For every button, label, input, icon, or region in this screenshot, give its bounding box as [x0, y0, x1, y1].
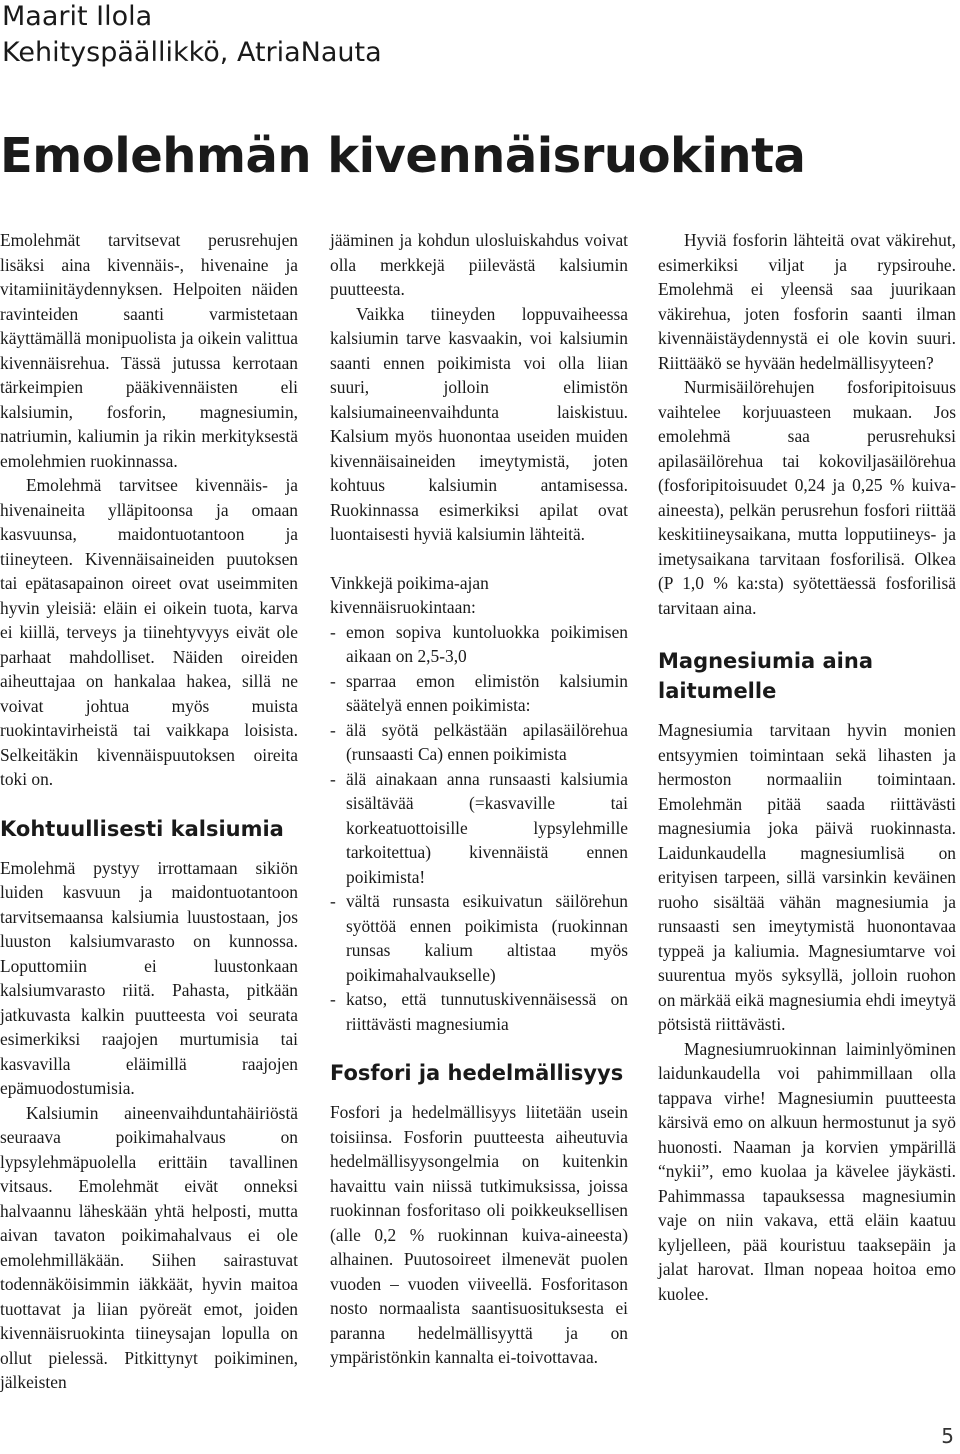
- body-paragraph: Kalsiumin aineenvaihduntahäiriöstä seuraava poikimahalvaus on lypsylehmäpuolella erittäin tavallinen vitsaus. Emolehmät eivät onneksi halvaannu läheskään yhtä helposti, mutta aivan tavaton poikimahalvaus ei ole emolehmilläkään. Siihen sairastuvat todennäköisimmin iäkkäät, hyvin maitoa tuottavat ja liian pyöreät emot, joiden kivennäisruokinta tiineysajan lopulla on ollut pielessä. Pitkittynyt poikiminen, jälkeisten: [0, 1102, 298, 1392]
- body-paragraph: Emolehmä tarvitsee kivennäis- ja hivenaineita ylläpitoonsa ja omaan kasvuunsa, maidontuotantoon ja tiineyteen. Kivennäisaineiden puutoksen tai epätasapainon oireet ovat useimmiten hyvin yleisiä: eläin ei oikein tuota, karva ei kiillä, terveys ja tiinehtyvyys eivät ole parhaat mahdolliset. Näiden oireiden aiheuttajaa on hankalaa hakea, sillä ne voivat johtua myös muista ruokintavirheistä tai vaikkapa loisista. Selkeitäkin kivennäispuutoksen oireita toki on.: [0, 475, 298, 789]
- section-heading-phosphorus: Fosfori ja hedelmällisyys: [330, 1061, 624, 1085]
- page-number: 5: [941, 1424, 954, 1448]
- body-paragraph: Emolehmä pystyy irrottamaan sikiön luiden kasvuun ja maidontuotantoon tarvitsemaansa kalsiumia luustostaan, jos luuston kalsiumvarasto on kunnossa. Loputtomiin ei luustonkaan kalsiumvarasto riitä. Pahasta, pitkään jatkuvasta kalkin puutteesta voi seurata esimerkiksi raajojen murtumisia tai kasvavilla eläimillä raajojen epämuodostumisia.: [0, 857, 298, 1098]
- tips-intro: Vinkkejä poikima-ajan kivennäisruokintaan:: [330, 572, 489, 617]
- article-title: Emolehmän kivennäisruokinta: [0, 128, 806, 184]
- list-item: - katso, että tunnutuskivennäisessä on riittävästi magnesiumia: [330, 989, 628, 1034]
- author-title: Kehityspäällikkö, AtriaNauta: [2, 37, 382, 68]
- body-paragraph: Magnesiumia tarvitaan hyvin monien entsyymien toimintaan sekä lihasten ja hermoston normaaliin toimintaan. Emolehmän pitää saada riittävästi magnesiumia joka päivä ruokinnasta. Laidunkaudella magnesiumlisä on erityisen tarpeen, sillä varsinkin keväinen ruoho sisältää vähän magnesiumia ja runsaasti sen imeytymistä huonontavaa typpeä ja kaliumia. Magnesiumtarve voi suurentua myös syksyllä, jolloin ruohon on märkää eikä magnesiumia ehdi imeytyä pötsistä riittävästi.: [658, 720, 956, 1034]
- author-name: Maarit Ilola: [2, 1, 153, 32]
- article-column-3: [658, 228, 956, 1306]
- tips-list: [330, 620, 628, 1037]
- body-paragraph: Hyviä fosforin lähteitä ovat väkirehut, esimerkiksi viljat ja rypsirouhe. Emolehmä ei yleensä saa juurikaan väkirehua, joten fosforin saanti ilman kivennäistäydennystä ei ole kovin suuri. Riittääkö se hyvään hedelmällisyyteen?: [658, 230, 956, 373]
- section-heading-magnesium: Magnesiumia aina laitumelle: [658, 649, 873, 703]
- body-paragraph: Nurmisäilörehujen fosforipitoisuus vaihtelee korjuuasteen mukaan. Jos emolehmä saa perusrehuksi apilasäilörehua tai kokoviljasäilörehua (fosforipitoisuudet 0,24 ja 0,25 % kuiva-aineesta), pelkän perusrehun fosfori riittää keskitiineysaikana, mutta lopputiineys- ja imetysaikana tarvitaan fosforilisä. Olkea (P 1,0 % ka:sta) syötettäessä fosforilisä tarvitaan aina.: [658, 377, 956, 618]
- list-item: - älä syötä pelkästään apilasäilörehua (runsaasti Ca) ennen poikimista: [330, 719, 628, 764]
- list-item: - sparraa emon elimistön kalsiumin säätelyä ennen poikimista:: [330, 670, 628, 715]
- body-paragraph: jääminen ja kohdun ulosluiskahdus voivat olla merkkejä piilevästä kalsiumin puutteesta.: [330, 230, 628, 299]
- list-item: - emon sopiva kuntoluokka poikimisen aikaan on 2,5-3,0: [330, 621, 628, 666]
- body-paragraph: Magnesiumruokinnan laiminlyöminen laidunkaudella voi pahimmillaan olla tappava virhe! Magnesiumin puutteesta kärsivä emo on alkuun hermostunut ja syö huonosti. Naaman ja korvien ympärillä “nykii”, emo kuolaa ja kävelee jäykästi. Pahimmassa tapauksessa magnesiumin vaje on niin vakava, että eläin kaatuu kyljelleen, pää kouristuu taaksepäin ja jalat harovat. Ilman nopeaa hoitoa emo kuolee.: [658, 1038, 956, 1304]
- intro-paragraph: Emolehmät tarvitsevat perusrehujen lisäksi aina kivennäis-, hivenaine ja vitamiinitäydennyksen. Helpoiten näiden ravinteiden saanti varmistetaan käyttämällä monipuolista ja oikein valittua kivennäisrehua. Tässä jutussa kerrotaan tärkeimpien pääkivennäisten eli kalsiumin, fosforin, magnesiumin, natriumin, kaliumin ja rikin merkityksestä emolehmien ruokinnassa.: [0, 230, 298, 471]
- article-column-1: [0, 228, 298, 1395]
- body-paragraph: Fosfori ja hedelmällisyys liitetään usein toisiinsa. Fosforin puutteesta aiheutuvia hedelmällisyysongelmia on kuitenkin havaittu vain niissä tutkimuksissa, joissa ruokinnan fosforitaso oli poikkeuksellisen (alle 0,2 % ruokinnan kuiva-aineesta) alhainen. Puutosoireet ilmenevät puolen vuoden – vuoden viiveellä. Fosforitason nosto normaalista saantisuosituksesta ei paranna hedelmällisyyttä ja on ympäristönkin kannalta ei-toivottavaa.: [330, 1102, 628, 1367]
- section-heading-calcium: Kohtuullisesti kalsiumia: [0, 816, 284, 841]
- body-paragraph: Vaikka tiineyden loppuvaiheessa kalsiumin tarve kasvaakin, voi kalsiumin saanti ennen poikimista voi olla liian suuri, jolloin elimistön kalsiumaineenvaihdunta laiskistuu. Kalsium myös huonontaa useiden muiden kivennäisaineiden imeytymistä, joten kohtuus kalsiumin antamisessa. Ruokinnassa esimerkiksi apilat ovat luontaisesti hyviä kalsiumin lähteitä.: [330, 303, 628, 544]
- list-item: - vältä runsasta esikuivatun säilörehun syöttöä ennen poikimista (ruokinnan runsas kalium altistaa myös poikimahalvaukselle): [330, 891, 628, 985]
- list-item: - älä ainakaan anna runsaasti kalsiumia sisältävää (=kasvaville tai korkeatuottoisille lypsylehmille tarkoitettua) kivennäistä ennen poikimista!: [330, 768, 628, 887]
- article-column-2: [330, 228, 628, 1370]
